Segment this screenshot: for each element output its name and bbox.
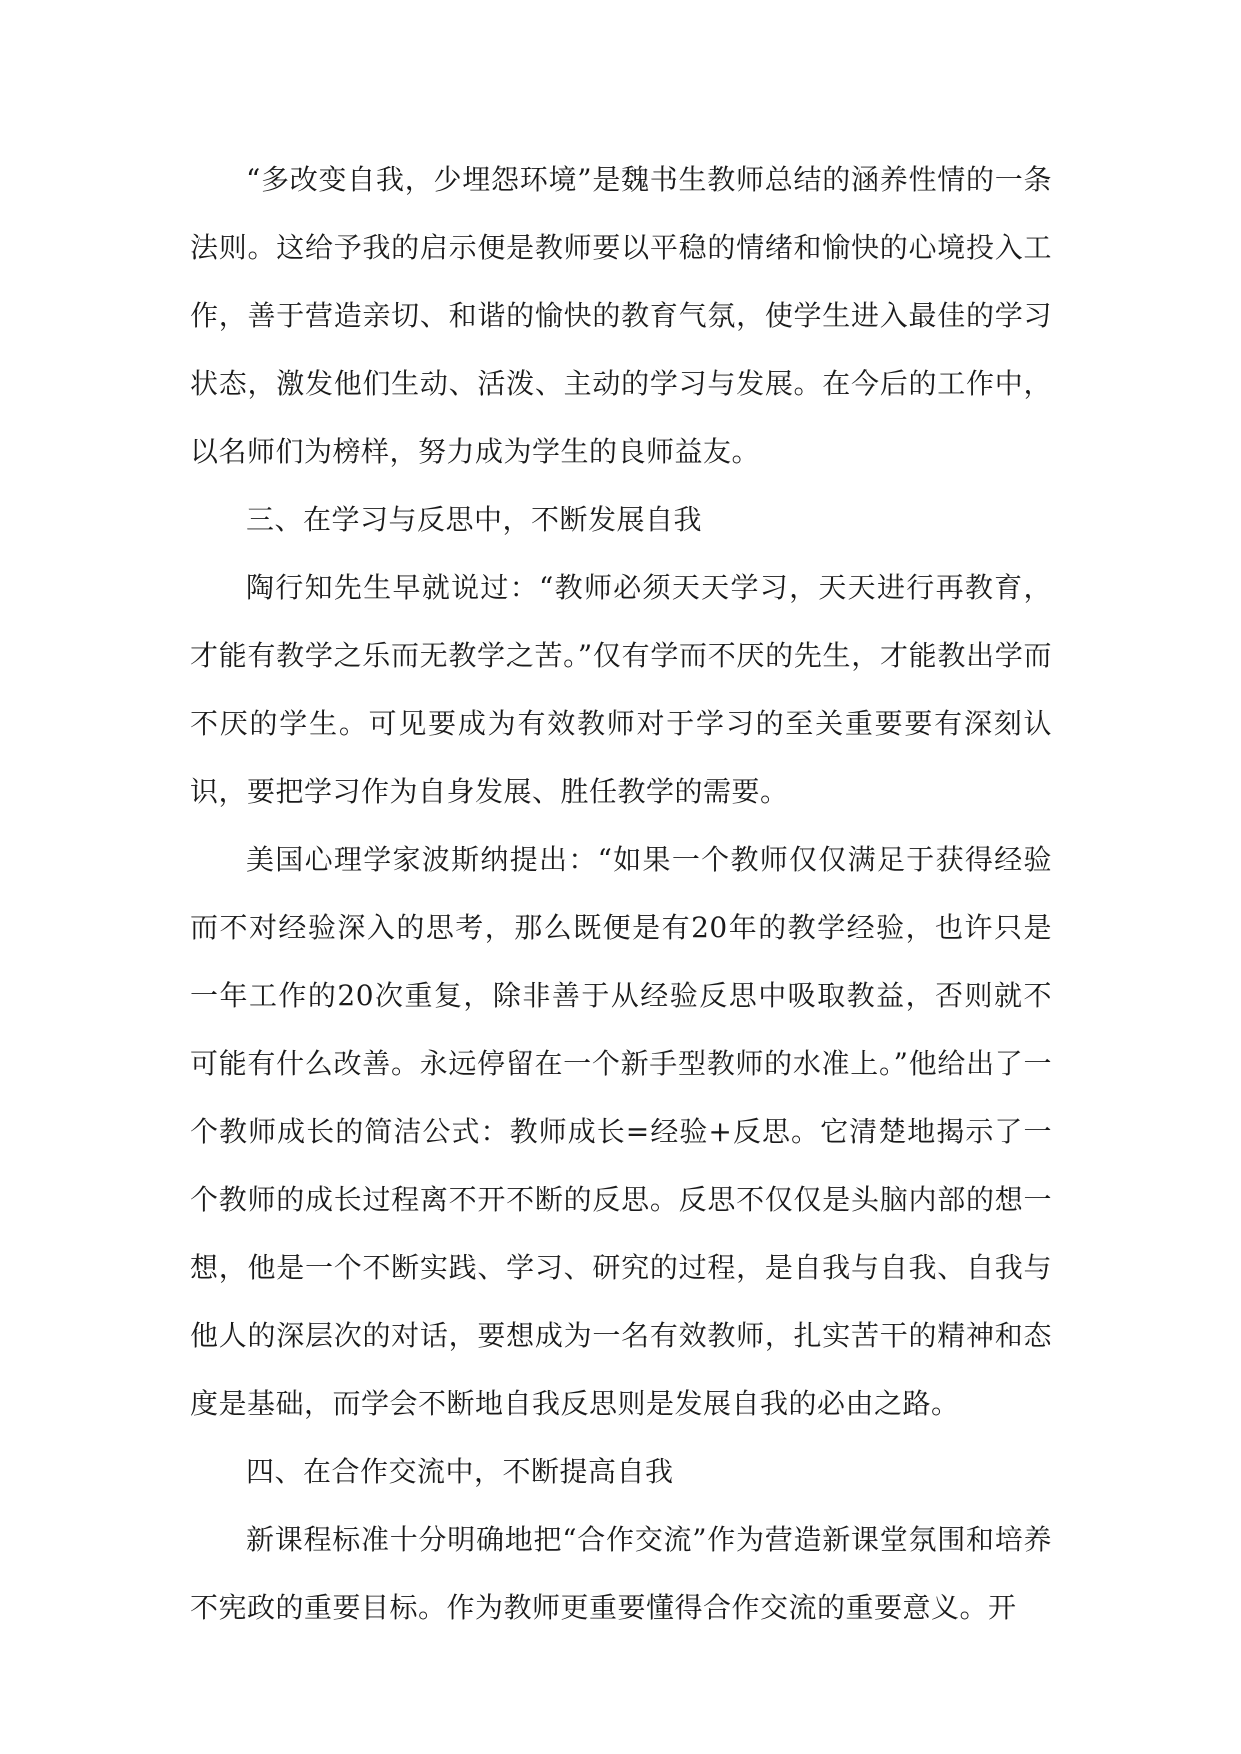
section-heading-3: 三、在学习与反思中，不断发展自我 — [246, 503, 703, 536]
document-body — [190, 146, 1052, 1642]
paragraph-cooperation: 新课程标准十分明确地把“合作交流”作为营造新课堂氛围和培养不宪政的重要目标。作为教师更重要懂得合作交流的重要意义。开 — [190, 1523, 1052, 1624]
paragraph-tao-xingzhi-quote: 陶行知先生早就说过：“教师必须天天学习，天天进行再教育，才能有教学之乐而无教学之苦。”仅有学而不厌的先生，才能教出学而不厌的学生。可见要成为有效教师对于学习的至关重要要有深刻认识，要把学习作为自身发展、胜任教学的需要。 — [190, 571, 1052, 808]
section-heading-4: 四、在合作交流中，不断提高自我 — [246, 1455, 674, 1488]
paragraph-posner-reflection: 美国心理学家波斯纳提出：“如果一个教师仅仅满足于获得经验而不对经验深入的思考，那么既便是有20年的教学经验，也许只是一年工作的20次重复，除非善于从经验反思中吸取教益，否则就不可能有什么改善。永远停留在一个新手型教师的水准上。”他给出了一个教师成长的简洁公式：教师成长=经验+反思。它清楚地揭示了一个教师的成长过程离不开不断的反思。反思不仅仅是头脑内部的想一想，他是一个不断实践、学习、研究的过程，是自我与自我、自我与他人的深层次的对话，要想成为一名有效教师，扎实苦干的精神和态度是基础，而学会不断地自我反思则是发展自我的必由之路。 — [190, 843, 1052, 1420]
paragraph-self-change: “多改变自我，少埋怨环境”是魏书生教师总结的涵养性情的一条法则。这给予我的启示便是教师要以平稳的情绪和愉快的心境投入工作，善于营造亲切、和谐的愉快的教育气氛，使学生进入最佳的学习状态，激发他们生动、活泼、主动的学习与发展。在今后的工作中，以名师们为榜样，努力成为学生的良师益友。 — [190, 163, 1052, 468]
